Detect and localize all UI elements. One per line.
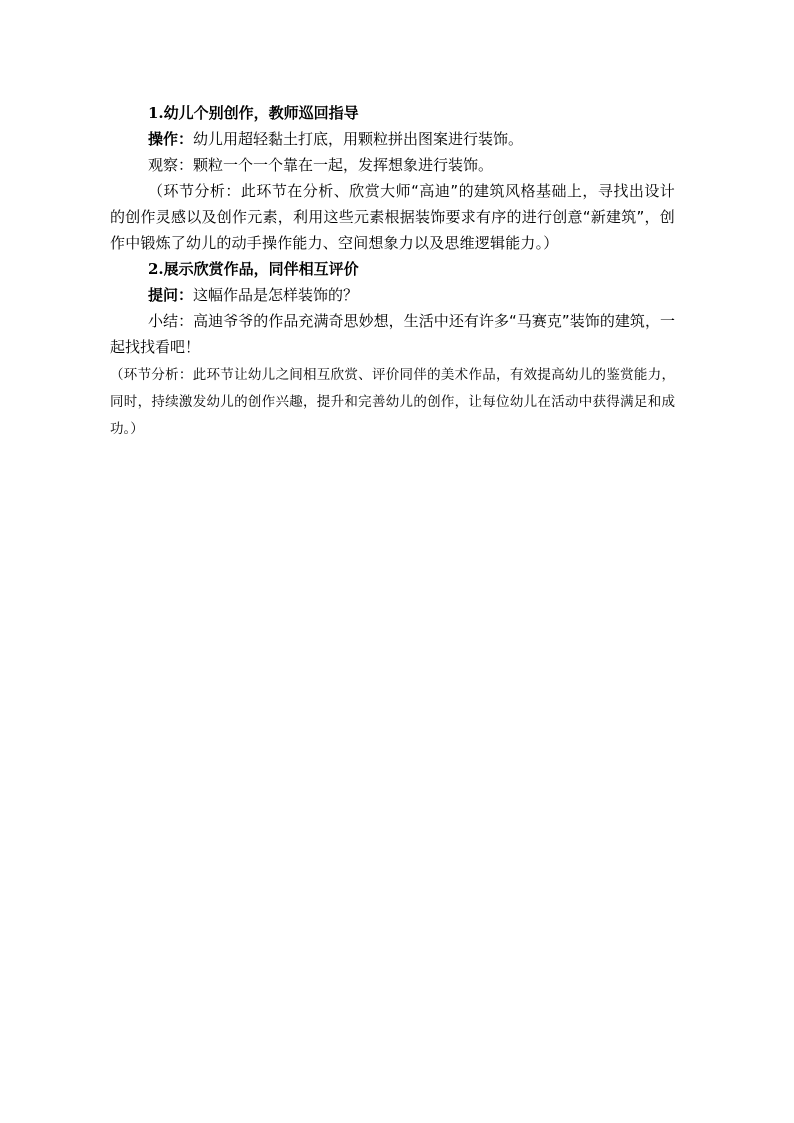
section1-heading: 1.幼儿个别创作，教师巡回指导 <box>148 104 359 122</box>
observe-label: 观察： <box>148 156 194 174</box>
document-body <box>110 100 675 443</box>
section2-heading: 2.展示欣赏作品，同伴相互评价 <box>148 260 359 278</box>
operation-paragraph <box>110 126 675 152</box>
question-label: 提问： <box>148 286 194 304</box>
observe-paragraph <box>110 152 675 178</box>
operation-label: 操作： <box>148 130 194 148</box>
question-paragraph <box>110 282 675 308</box>
section2-analysis: （环节分析：此环节让幼儿之间相互欣赏、评价同伴的美术作品，有效提高幼儿的鉴赏能力，同时，持续激发幼儿的创作兴趣，提升和完善幼儿的创作，让每位幼儿在活动中获得满足和成功。） <box>110 367 675 437</box>
operation-text: 幼儿用超轻黏土打底，用颗粒拼出图案进行装饰。 <box>193 130 524 148</box>
summary-paragraph: 小结：高迪爷爷的作品充满奇思妙想，生活中还有许多“马赛克”装饰的建筑，一起找找看吧！ <box>110 312 675 356</box>
section1-analysis: （环节分析：此环节在分析、欣赏大师“高迪”的建筑风格基础上，寻找出设计的创作灵感以及创作元素，利用这些元素根据装饰要求有序的进行创意“新建筑”，创作中锻炼了幼儿的动手操作能力、空间想象力以及思维逻辑能力。） <box>110 182 675 252</box>
question-text: 这幅作品是怎样装饰的？ <box>193 286 359 304</box>
observe-text: 颗粒一个一个靠在一起，发挥想象进行装饰。 <box>193 156 494 174</box>
